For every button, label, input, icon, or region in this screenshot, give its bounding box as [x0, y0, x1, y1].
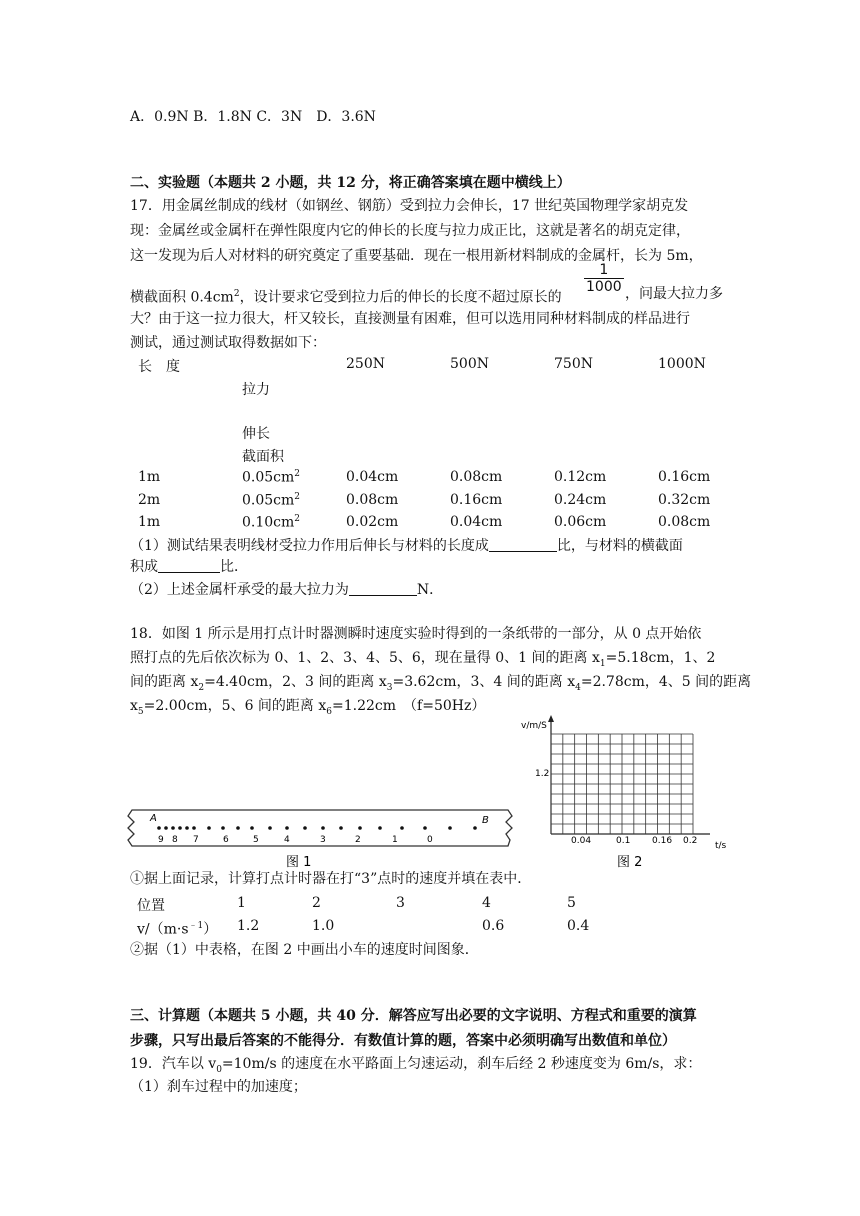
- q17-part-1-cont: 积成 比．: [130, 559, 248, 575]
- q17-fraction-numerator: 1: [584, 262, 624, 279]
- tape-dot: [378, 826, 382, 830]
- q17-row-3-area: $0.10cm^2$: [242, 514, 301, 531]
- q18-sub-2: ②据（1）中表格，在图 2 中画出小车的速度时间图象．: [130, 942, 479, 958]
- q17-table-force-2: 500N: [450, 356, 489, 372]
- tape-dot-label: 5: [253, 835, 259, 845]
- figure-2-vt-grid: [515, 712, 730, 872]
- tape-dot: [192, 826, 196, 830]
- q17-row-3-value-4: 0.08cm: [658, 514, 711, 530]
- grid-xtick-3: 0.16: [652, 836, 673, 846]
- q17-answer-blank-2[interactable]: [158, 558, 220, 573]
- tape-dot-label: 3: [320, 835, 326, 845]
- tape-dot-label: 9: [158, 835, 164, 845]
- q17-part-2: （2）上述金属杆承受的最大拉力为 N．: [130, 582, 444, 598]
- q17-row-2-value-2: 0.16cm: [450, 492, 503, 508]
- q19-line-1: 19．汽车以 $v_0=10m/s$ 的速度在水平路面上匀速运动，刹车后经 2 秒速度变为 6m/s，求：: [130, 1056, 702, 1075]
- tape-dot-label: 6: [223, 835, 229, 845]
- q18-line-1: 18．如图 1 所示是用打点计时器测瞬时速度实验时得到的一条纸带的一部分，从 0 点开始依: [130, 626, 702, 642]
- q17-row-1-length: 1m: [138, 469, 161, 485]
- options-line: A．0.9N B．1.8N C．3N D．3.6N: [130, 109, 376, 125]
- figure-1-caption: 图 1: [286, 855, 312, 870]
- tape-dot: [164, 826, 168, 830]
- tape-dots: [157, 826, 477, 830]
- q17-line-4-b: ，设计要求它受到拉力后的伸长的长度不超过原长的: [239, 289, 562, 306]
- q17-fraction: [584, 262, 624, 295]
- tape-dot-label: 7: [193, 835, 199, 845]
- q17-row-1-value-4: 0.16cm: [658, 469, 711, 485]
- grid-xtick-1: 0.04: [571, 836, 592, 846]
- q17-line-3: 这一发现为后人对材料的研究奠定了重要基础．现在一根用新材料制成的金属杆，长为 5m，: [130, 248, 703, 264]
- tape-dot-label: 2: [355, 835, 361, 845]
- q17-row-1-value-1: 0.04cm: [346, 469, 399, 485]
- q17-line-4-sup: 2: [233, 289, 240, 299]
- tape-dot: [250, 826, 254, 830]
- q17-table-force-1: 250N: [346, 356, 385, 372]
- grid-xtick-4: 0.2: [683, 836, 698, 846]
- tape-dot: [268, 826, 272, 830]
- tape-dot: [321, 826, 325, 830]
- vtable-row1-label: 位置: [137, 898, 165, 914]
- vtable-position-4: 4: [482, 895, 491, 911]
- section-2-heading: 二、实验题（本题共 2 小题，共 12 分，将正确答案填在题中横线上）: [130, 175, 571, 191]
- tape-dot-label: 1: [392, 835, 398, 845]
- tape-dot: [185, 826, 189, 830]
- q17-row-2-area: $0.05cm^2$: [242, 492, 301, 509]
- q18-line-2: 照打点的先后依次标为 0、1、2、3、4、5、6，现在量得 0、1 间的距离 $x_1=5.18cm$，1、2: [130, 650, 716, 669]
- tape-label-a: A: [150, 813, 157, 824]
- tape-dot: [303, 826, 307, 830]
- q17-line-1: 17．用金属丝制成的线材（如钢丝、钢筋）受到拉力会伸长，17 世纪英国物理学家胡克发: [130, 198, 689, 214]
- q17-line-4: [130, 284, 562, 308]
- vtable-velocity-1: 1.2: [237, 918, 260, 934]
- q17-line-5: 大？由于这一拉力很大，杆又较长，直接测量有困难，但可以选用同种材料制成的样品进行: [130, 311, 690, 327]
- vtable-velocity-4: 0.6: [482, 918, 505, 934]
- tape-dot: [473, 826, 477, 830]
- q19-line-2: （1）刹车过程中的加速度；: [130, 1079, 307, 1095]
- q17-line-6: 测试，通过测试取得数据如下：: [130, 335, 326, 351]
- tape-dot-label: 4: [284, 835, 290, 845]
- vtable-velocity-5: 0.4: [567, 918, 590, 934]
- q18-line-3: 间的距离 $x_2=4.40cm$，2、3 间的距离 $x_3=3.62cm$，3、4 间的距离 $x_4=2.78cm$，4、5 间的距离: [130, 674, 752, 693]
- q17-part-1: （1）测试结果表明线材受拉力作用后伸长与材料的长度成 比，与材料的横截面: [130, 538, 683, 554]
- q17-table-header-area: 截面积: [242, 449, 284, 465]
- tape-dot: [221, 826, 225, 830]
- tape-dot: [448, 826, 452, 830]
- grid-ytick: 1.2: [535, 769, 550, 779]
- vtable-position-1: 1: [237, 895, 246, 911]
- vtable-velocity-2: 1.0: [312, 918, 335, 934]
- q17-answer-blank-3[interactable]: [349, 581, 417, 596]
- grid-xtick-2: 0.1: [616, 836, 631, 846]
- section-3-heading-l1: 三、计算题（本题共 5 小题，共 40 分．解答应写出必要的文字说明、方程式和重要的演算: [130, 1008, 697, 1024]
- tape-dot: [358, 826, 362, 830]
- tape-dot: [285, 826, 289, 830]
- tape-dot-label: 8: [172, 835, 178, 845]
- grid-xlabel: t/s: [715, 841, 727, 851]
- tape-dot: [171, 826, 175, 830]
- vtable-position-5: 5: [567, 895, 576, 911]
- q17-table-force-3: 750N: [554, 356, 593, 372]
- figure-1-ticker-tape: [120, 800, 525, 870]
- vtable-position-3: 3: [396, 895, 405, 911]
- q17-row-3-length: 1m: [138, 514, 161, 530]
- tape-dot: [207, 826, 211, 830]
- vtable-position-2: 2: [312, 895, 321, 911]
- q17-table-force-4: 1000N: [658, 356, 706, 372]
- tape-dot: [400, 826, 404, 830]
- tape-dot: [423, 826, 427, 830]
- q17-row-1-area: $0.05cm^2$: [242, 469, 301, 486]
- q17-fraction-denominator: 1000: [586, 279, 622, 295]
- tape-label-b: B: [482, 815, 489, 826]
- q17-row-2-value-4: 0.32cm: [658, 492, 711, 508]
- q17-row-1-value-3: 0.12cm: [554, 469, 607, 485]
- grid-y-arrow: [548, 715, 554, 722]
- q17-line-2: 现：金属丝或金属杆在弹性限度内它的伸长的长度与拉力成正比，这就是著名的胡克定律，: [130, 223, 690, 239]
- q17-line-4-c: ，问最大拉力多: [625, 286, 723, 302]
- tape-dot-labels: [158, 835, 433, 845]
- tape-dot: [178, 826, 182, 830]
- q17-row-2-value-1: 0.08cm: [346, 492, 399, 508]
- q17-line-4-a: 横截面积 0.4cm: [130, 289, 234, 306]
- q18-sub-1: ①据上面记录，计算打点计时器在打“3”点时的速度并填在表中．: [130, 871, 532, 887]
- q17-row-3-value-2: 0.04cm: [450, 514, 503, 530]
- q17-row-3-value-3: 0.06cm: [554, 514, 607, 530]
- q17-table-header-extension: 伸长: [242, 426, 270, 442]
- q18-line-4: $x_5=2.00cm$，5、6 间的距离 $x_6=1.22cm$ （f=50Hz）: [130, 698, 486, 717]
- q17-row-2-value-3: 0.24cm: [554, 492, 607, 508]
- tape-dot: [339, 826, 343, 830]
- q17-row-2-length: 2m: [138, 492, 161, 508]
- vtable-row2-label: $v/(m\cdot s^{﹣1})$: [137, 921, 218, 938]
- q17-row-3-value-1: 0.02cm: [346, 514, 399, 530]
- tape-dot: [157, 826, 161, 830]
- tape-dot: [236, 826, 240, 830]
- figure-2-caption: 图 2: [617, 855, 643, 870]
- grid-lines: [551, 734, 693, 834]
- q17-row-1-value-2: 0.08cm: [450, 469, 503, 485]
- q17-answer-blank-1[interactable]: [489, 537, 557, 552]
- q17-table-header-length: 长 度: [138, 359, 180, 375]
- section-3-heading-l2: 步骤，只写出最后答案的不能得分．有数值计算的题，答案中必须明确写出数值和单位）: [130, 1033, 676, 1049]
- tape-dot-label: 0: [427, 835, 433, 845]
- grid-ylabel: v/m/S: [521, 721, 547, 731]
- q17-table-header-force: 拉力: [242, 382, 270, 398]
